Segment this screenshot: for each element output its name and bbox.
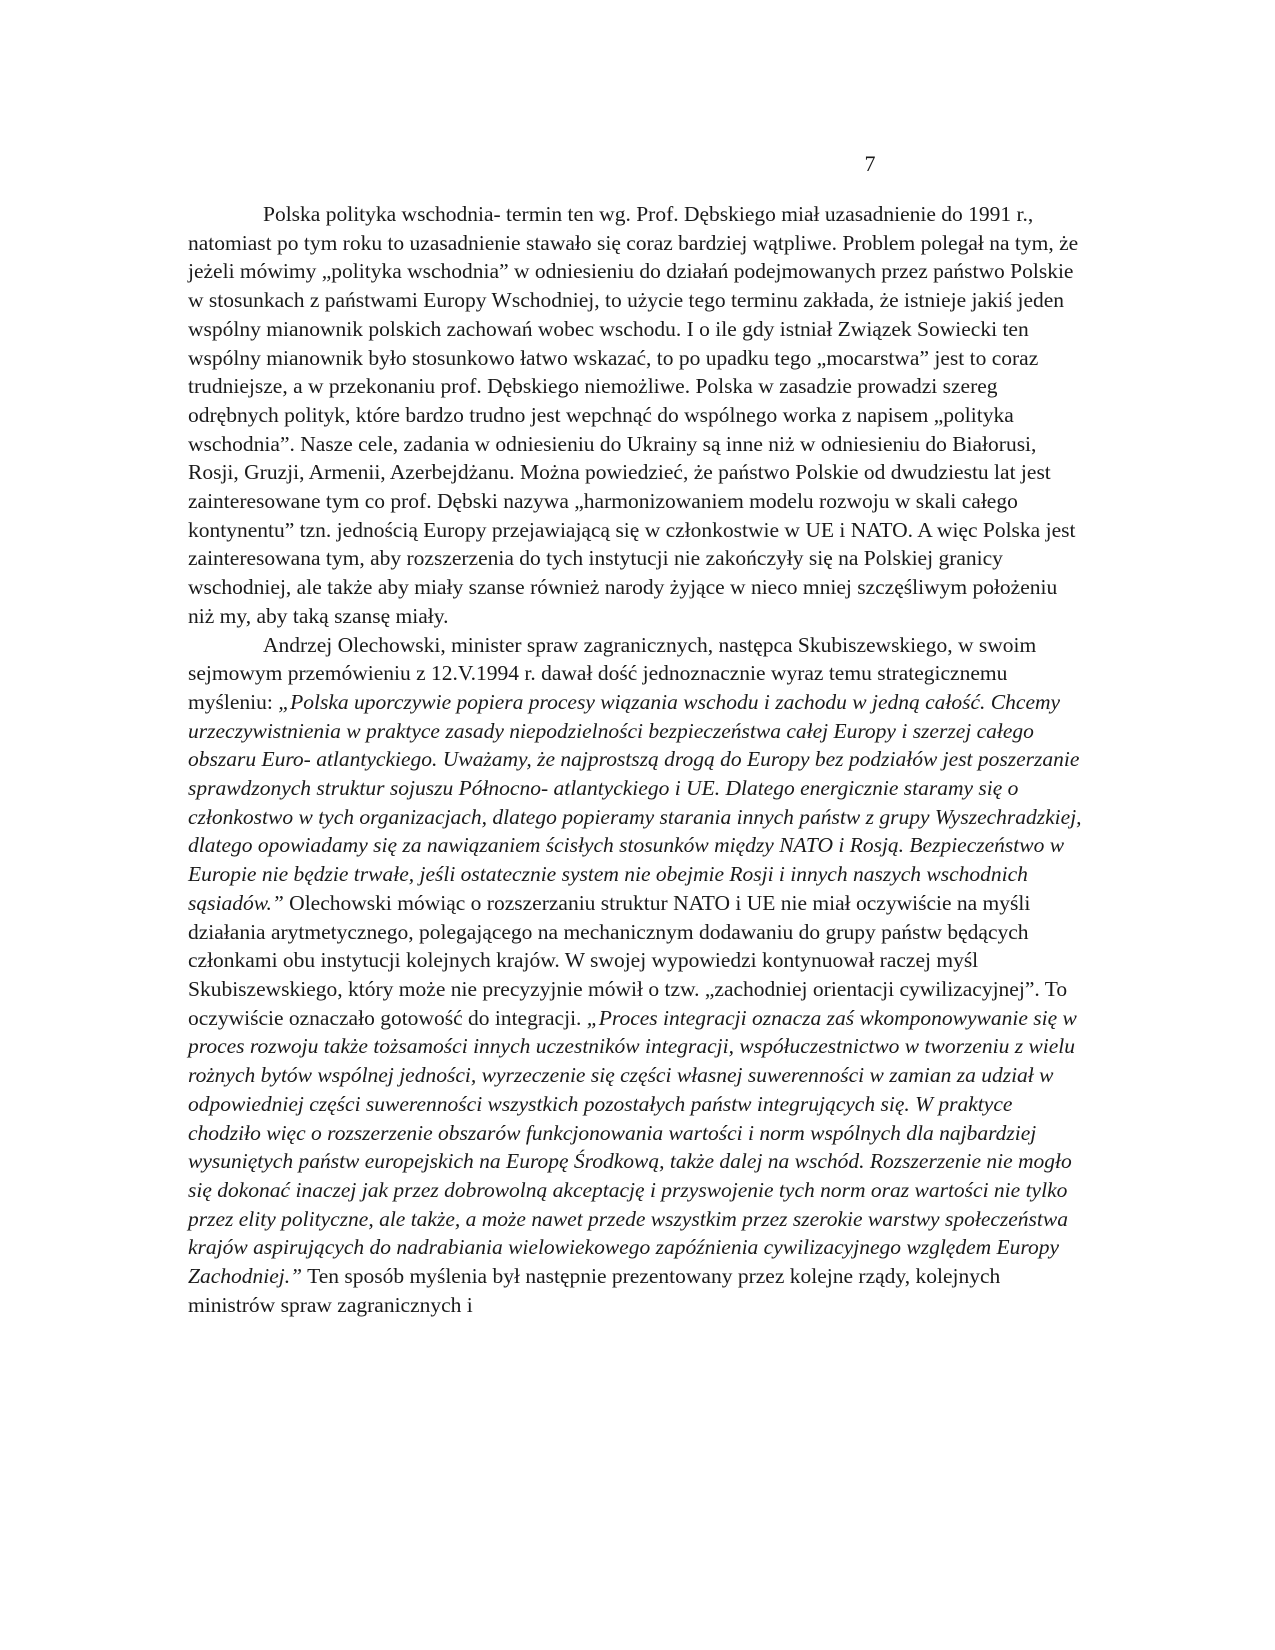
quote-olechowski: „Polska uporczywie popiera procesy wiązania wschodu i zachodu w jedną całość. Chcemy urzeczywistnienia w praktyce zasady niepodzielności bezpieczeństwa całej Europy i szerzej całego obszaru Euro- atlantyckiego. Uważamy, że najprostszą drogą do Europy bez podziałów jest poszerzanie sprawdzonych struktur sojuszu Północno- atlantyckiego i UE. Dlatego energicznie staramy się o członkostwo w tych organizacjach, dlatego popieramy starania innych państw z grupy Wyszechradzkiej, dlatego opowiadamy się za nawiązaniem ścisłych stosunków między NATO i Rosją. Bezpieczeństwo w Europie nie będzie trwałe, jeśli ostatecznie system nie obejmie Rosji i innych naszych wschodnich sąsiadów.” [188,689,1082,915]
paragraph-text: Ten sposób myślenia był następnie prezentowany przez kolejne rządy, kolejnych ministrów spraw zagranicznych i [188,1264,1001,1317]
paragraph-polityka-wschodnia [188,200,1088,631]
body-text [188,200,1088,1319]
paragraph-text: Andrzej Olechowski, minister spraw zagranicznych, następca Skubiszewskiego, w swoim sejmowym przemówieniu z 12.V.1994 r. dawał dość jednoznacznie wyraz temu strategicznemu myśleniu: [188,632,1037,714]
quote-integration: „Proces integracji oznacza zaś wkomponowywanie się w proces rozwoju także tożsamości innych uczestników integracji, współuczestnictwo w tworzeniu z wielu rożnych bytów wspólnej jedności, wyrzeczenie się części własnej suwerenności w zamian za udział w odpowiedniej części suwerenności wszystkich pozostałych państw integrujących się. W praktyce chodziło więc o rozszerzenie obszarów funkcjonowania wartości i norm wspólnych dla najbardziej wysuniętych państw europejskich na Europę Środkową, także dalej na wschód. Rozszerzenie nie mogło się dokonać inaczej jak przez dobrowolną akceptację i przyswojenie tych norm oraz wartości nie tylko przez elity polityczne, ale także, a może nawet przede wszystkim przez szerokie warstwy społeczeństwa krajów aspirujących do nadrabiania wielowiekowego zapóźnienia cywilizacyjnego względem Europy Zachodniej.” [188,1005,1077,1289]
paragraph-text: Olechowski mówiąc o rozszerzaniu struktur NATO i UE nie miał oczywiście na myśli działania arytmetycznego, polegającego na mechanicznym dodawaniu do grupy państw będących członkami obu instytucji kolejnych krajów. W swojej wypowiedzi kontynuował raczej myśl Skubiszewskiego, który może nie precyzyjnie mówił o tzw. „zachodniej orientacji cywilizacyjnej”. To oczywiście oznaczało gotowość do integracji. [188,890,1068,1030]
page-number: 7 [864,151,876,176]
paragraph-text: Polska polityka wschodnia- termin ten wg. Prof. Dębskiego miał uzasadnienie do 1991 r., natomiast po tym roku to uzasadnienie stawało się coraz bardziej wątpliwe. Problem polegał na tym, że jeżeli mówimy „polityka wschodnia” w odniesieniu do działań podejmowanych przez państwo Polskie w stosunkach z państwami Europy Wschodniej, to użycie tego terminu zakłada, że istnieje jakiś jeden wspólny mianownik polskich zachowań wobec wschodu. I o ile gdy istniał Związek Sowiecki ten wspólny mianownik było stosunkowo łatwo wskazać, to po upadku tego „mocarstwa” jest to coraz trudniejsze, a w przekonaniu prof. Dębskiego niemożliwe. Polska w zasadzie prowadzi szereg odrębnych polityk, które bardzo trudno jest wepchnąć do wspólnego worka z napisem „polityka wschodnia”. Nasze cele, zadania w odniesieniu do Ukrainy są inne niż w odniesieniu do Białorusi, Rosji, Gruzji, Armenii, Azerbejdżanu. Można powiedzieć, że państwo Polskie od dwudziestu lat jest zainteresowane tym co prof. Dębski nazywa „harmonizowaniem modelu rozwoju w skali całego kontynentu” tzn. jednością Europy przejawiającą się w członkostwie w UE i NATO. A więc Polska jest zainteresowana tym, aby rozszerzenia do tych instytucji nie zakończyły się na Polskiej granicy wschodniej, ale także aby miały szanse również narody żyjące w nieco mniej szczęśliwym położeniu niż my, aby taką szansę miały. [188,202,1079,628]
paragraph-olechowski [188,631,1088,1320]
